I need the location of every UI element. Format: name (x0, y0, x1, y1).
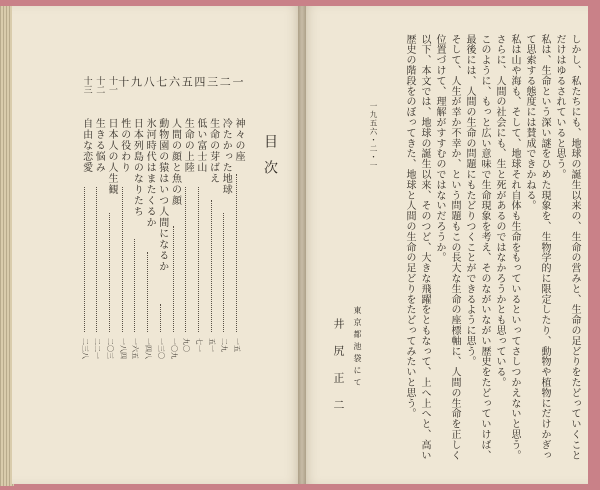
toc-entry-page: 二〇三 (106, 338, 114, 359)
toc-entry (103, 76, 117, 376)
toc-entry-number: 一 (231, 76, 244, 87)
toc-dot-leader (173, 226, 174, 332)
toc-entry-page: 一三〇 (156, 338, 165, 359)
toc-entry-number: 七 (154, 76, 168, 87)
toc-dot-leader (223, 213, 224, 332)
toc-entry-number: 九 (129, 76, 143, 87)
toc-entry (128, 76, 142, 376)
toc-entry-page: 一〇九 (169, 338, 178, 359)
preface-line: そして、人生が幸か不幸か、という問題もこの長大な生命の座標軸に、人間の生命を正しく (449, 34, 460, 461)
preface-line: 私は、生命という深い謎をひめた現象を、生物学的に限定したり、動物や植物にだけかぎっ (539, 34, 550, 461)
toc-entry-page: 九〇 (182, 338, 191, 352)
toc-entry-page: 二二一 (93, 338, 102, 359)
toc-entry (179, 76, 193, 376)
toc-entry (167, 76, 181, 376)
toc-dot-leader (160, 304, 161, 332)
toc-entry-number: 十一 (107, 76, 117, 94)
toc-entry-number: 十三 (81, 76, 92, 94)
toc-entry-page: 一五 (233, 338, 241, 352)
toc-entry-title: 低い富士山 (194, 118, 206, 173)
toc-entry-title: 神々の座 (233, 118, 244, 162)
preface-line: 以下、本文では、地球の誕生以来、そのつど、大きな飛躍をともなって、上へ上へと、高い (419, 34, 430, 461)
toc-entry-title: 動物園の猿はいつ人間になるか (156, 118, 168, 272)
book-gutter (298, 6, 306, 484)
preface-line: 私は山や海も、そして、地球それ自体も生命をもっているといってさしつかえないと思う。 (509, 34, 520, 461)
preface-line: このように、もっと広い意味で生命現象を考え、そのながいながい歴史をたどっていけば、 (479, 34, 490, 461)
toc-entry (116, 76, 130, 376)
preface-line: しかし、私たちにも、地球の誕生以来の、生命の営みと、生命の足どりをたどっていくこと (569, 34, 580, 461)
toc-entry-page: 一四八 (144, 338, 153, 359)
preface-line: だけはゆるされていると思う。 (554, 34, 565, 180)
toc-entry (78, 76, 92, 376)
toc-dot-leader (185, 187, 186, 332)
left-page-table-of-contents (12, 6, 302, 484)
toc-dot-leader (109, 213, 110, 332)
toc-entry (230, 76, 244, 376)
toc-entry-title: 生命の上陸 (182, 118, 194, 173)
preface-place: 東京都池袋にて (353, 306, 362, 390)
toc-entry-number: 三 (205, 76, 219, 87)
toc-entry-title: 冷たかった地球 (220, 118, 232, 195)
toc-entry (205, 76, 219, 376)
toc-entry-page: 二三八 (80, 338, 89, 359)
toc-entry-title: 氷河時代はまたくるか (144, 118, 156, 228)
toc-entry-title: 性の役わり (118, 118, 130, 173)
toc-entry-number: 十 (116, 76, 130, 87)
toc-entry-title: 生命の芽ばえ (207, 118, 219, 184)
toc-dot-leader (84, 187, 85, 332)
toc-entry-number: 八 (142, 76, 156, 87)
toc-entry-page: 一六五 (131, 338, 140, 359)
toc-entry-page: 五一 (207, 338, 216, 352)
preface-line: 歴史の階段をのぼってきた、地球と人間の生命の足どりをたどってみたいと思う。 (404, 34, 415, 419)
preface-line: 最後には、人間の生命の問題にもたどりつくことができるように思う。 (464, 34, 475, 367)
preface-line: て思索する態度には賛成できかねる。 (524, 34, 535, 211)
toc-entry-number: 六 (167, 76, 181, 87)
toc-entry (90, 76, 104, 376)
toc-entry-page: 二九 (220, 338, 229, 352)
toc-entry-title: 日本列島のなりたち (131, 118, 143, 217)
preface-date: 一九五六・二・一 (369, 102, 378, 170)
toc-entry-number: 四 (192, 76, 206, 87)
preface-line: 位置づけて、理解がすすむのではないだろうか。 (434, 34, 445, 263)
toc-entry-number: 五 (180, 76, 194, 87)
toc-entry-page: 七一 (194, 338, 203, 352)
toc-dot-leader (198, 187, 199, 332)
toc-dot-leader (211, 200, 212, 332)
toc-entry-title: 人間の顔と魚の顔 (169, 118, 181, 206)
toc-dot-leader (236, 174, 237, 332)
toc-dot-leader (147, 252, 148, 332)
toc-entry-title: 生きる悩み (93, 118, 105, 173)
toc-entry-title: 自由な恋愛 (80, 118, 92, 173)
right-page-preface (302, 6, 588, 484)
toc-dot-leader (96, 187, 97, 332)
toc-dot-leader (122, 187, 123, 332)
preface-author: 井尻正二 (332, 318, 345, 426)
toc-entry (154, 76, 168, 376)
toc-entry-title: 日本人の人生観 (106, 118, 117, 195)
toc-dot-leader (134, 239, 135, 332)
toc-entry (141, 76, 155, 376)
toc-entry (217, 76, 231, 376)
preface-line: さらに、人間の社会にも、生と死があるのではなかろうかとも思っている。 (494, 34, 505, 388)
toc-entry (192, 76, 206, 376)
toc-entry-page: 一八四 (118, 338, 127, 359)
toc-entry-number: 十二 (94, 76, 105, 94)
toc-heading: 目次 (262, 134, 278, 186)
toc-entry-number: 二 (218, 76, 232, 87)
